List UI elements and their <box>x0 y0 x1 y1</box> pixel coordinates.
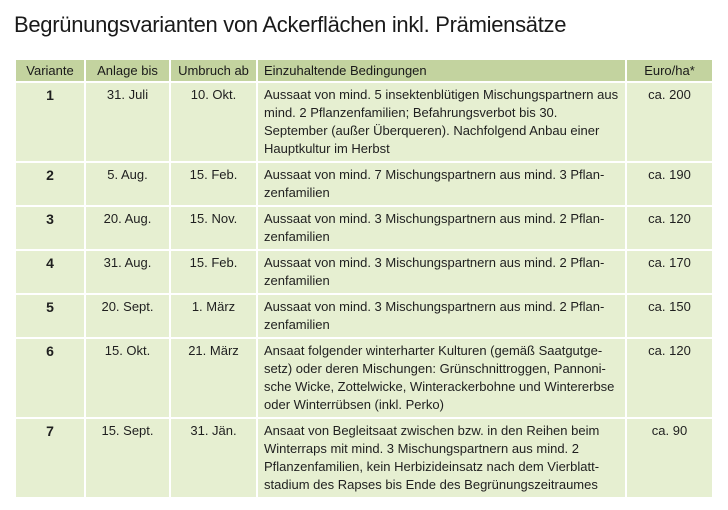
cell-umbruch: 15. Feb. <box>171 251 256 293</box>
cell-anlage: 15. Okt. <box>86 339 169 417</box>
header-euro-ha: Euro/ha* <box>627 60 712 81</box>
table-row <box>16 83 712 161</box>
cell-variante: 1 <box>16 83 84 161</box>
cell-euro: ca. 90 <box>627 419 712 497</box>
cell-umbruch: 15. Nov. <box>171 207 256 249</box>
table-row <box>16 295 712 337</box>
header-bedingungen: Einzuhaltende Bedingungen <box>258 60 625 81</box>
cell-variante: 6 <box>16 339 84 417</box>
table-header-row <box>16 60 712 81</box>
cell-anlage: 5. Aug. <box>86 163 169 205</box>
cell-bedingungen: Ansaat folgender winterharter Kulturen (gemäß Saatgutgesetz) oder deren Mischungen: Grünschnittroggen, Pannonische Wicke, Zottelwicke, Winterackerbohne und Wintererbse oder Winterrübsen (inkl. Perko) <box>258 339 625 417</box>
cell-anlage: 15. Sept. <box>86 419 169 497</box>
page-title: Begrünungsvarianten von Ackerflächen inkl. Prämiensätze <box>14 12 567 37</box>
cell-umbruch: 31. Jän. <box>171 419 256 497</box>
cell-variante: 7 <box>16 419 84 497</box>
cell-euro: ca. 200 <box>627 83 712 161</box>
header-variante: Variante <box>16 60 84 81</box>
cell-bedingungen: Aussaat von mind. 7 Mischungspartnern aus mind. 3 Pflanzenfamilien <box>258 163 625 205</box>
cell-euro: ca. 120 <box>627 207 712 249</box>
cell-euro: ca. 170 <box>627 251 712 293</box>
cell-umbruch: 15. Feb. <box>171 163 256 205</box>
begruenung-table <box>14 58 714 499</box>
cell-euro: ca. 120 <box>627 339 712 417</box>
cell-anlage: 20. Aug. <box>86 207 169 249</box>
cell-umbruch: 10. Okt. <box>171 83 256 161</box>
cell-variante: 2 <box>16 163 84 205</box>
cell-umbruch: 1. März <box>171 295 256 337</box>
cell-bedingungen: Aussaat von mind. 3 Mischungspartnern aus mind. 2 Pflanzenfamilien <box>258 251 625 293</box>
cell-euro: ca. 190 <box>627 163 712 205</box>
cell-variante: 5 <box>16 295 84 337</box>
header-umbruch-ab: Umbruch ab <box>171 60 256 81</box>
cell-variante: 3 <box>16 207 84 249</box>
cell-anlage: 20. Sept. <box>86 295 169 337</box>
table-row <box>16 419 712 497</box>
table-row <box>16 339 712 417</box>
cell-anlage: 31. Aug. <box>86 251 169 293</box>
header-anlage-bis: Anlage bis <box>86 60 169 81</box>
cell-bedingungen: Aussaat von mind. 3 Mischungspartnern aus mind. 2 Pflanzenfamilien <box>258 207 625 249</box>
cell-variante: 4 <box>16 251 84 293</box>
table-row <box>16 163 712 205</box>
cell-bedingungen: Aussaat von mind. 3 Mischungspartnern aus mind. 2 Pflanzenfamilien <box>258 295 625 337</box>
cell-euro: ca. 150 <box>627 295 712 337</box>
table-row <box>16 207 712 249</box>
cell-umbruch: 21. März <box>171 339 256 417</box>
table-row <box>16 251 712 293</box>
cell-bedingungen: Aussaat von mind. 5 insektenblütigen Mischungspartnern aus mind. 2 Pflanzenfamilien; Befahrungsverbot bis 30. September (außer Überqueren). Nachfolgend Anbau einer Hauptkultur im Herbst <box>258 83 625 161</box>
cell-bedingungen: Ansaat von Begleitsaat zwischen bzw. in den Reihen beim Winterraps mit mind. 3 Mischungspartnern aus mind. 2 Pflanzenfamilien, kein Herbizideinsatz nach dem Vierblattstadium des Rapses bis Ende des Begrünungszeitraumes <box>258 419 625 497</box>
cell-anlage: 31. Juli <box>86 83 169 161</box>
